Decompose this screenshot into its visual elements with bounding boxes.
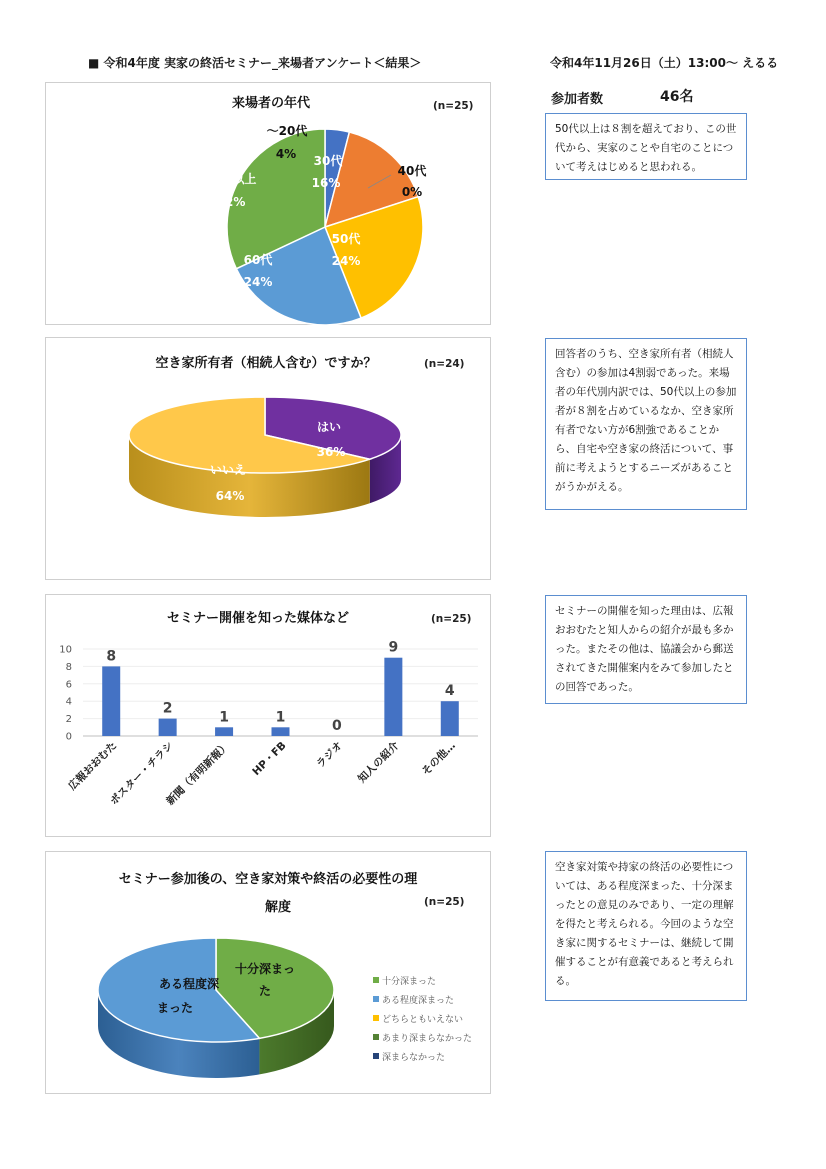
owner-chart-title: 空き家所有者（相続人含む）ですか？	[155, 356, 377, 371]
attendees-value: 46名	[660, 89, 694, 105]
slice-label-some-2: まった	[156, 1001, 194, 1015]
bar-6	[441, 701, 459, 736]
owner-chart-panel	[45, 337, 491, 580]
understanding-pie-slices	[98, 938, 334, 1078]
bar-value-4: 0	[332, 718, 342, 734]
y-tick-8: 8	[65, 661, 72, 673]
bar-value-5: 9	[388, 639, 399, 656]
event-info: 令和4年11月26日（土）13:00〜 えるる	[550, 56, 779, 70]
x-tick-4: ラジオ	[314, 739, 346, 771]
legend-swatch-4	[373, 1053, 379, 1059]
slice-pct-40s: 0%	[401, 185, 423, 199]
slice-pct-70s: 32%	[216, 195, 246, 209]
bar-2	[215, 727, 233, 736]
media-bar-chart	[46, 595, 492, 838]
x-tick-3: HP・FB	[250, 739, 289, 778]
understanding-chart-title-2: 解度	[264, 900, 292, 915]
understanding-legend	[373, 975, 472, 1063]
understanding-chart-n: (n=25)	[424, 896, 465, 908]
x-tick-2: 新聞（有明新報）	[164, 739, 233, 808]
slice-label-40s: 40代	[397, 164, 427, 178]
owner-pie-chart	[46, 338, 492, 581]
media-chart-title: セミナー開催を知った媒体など	[166, 611, 350, 626]
attendees-label: 参加者数	[551, 92, 604, 107]
note-media: セミナーの開催を知った理由は、広報おおむたと知人からの紹介が最も多かった。またその他は、協議会から郵送されてきた開催案内をみて参加したとの回答であった。	[545, 595, 747, 704]
note-owner: 回答者のうち、空き家所有者（相続人含む）の参加は4割弱であった。来場者の年代別内訳では、50代以上の参加者が８割を占めているなか、空き家所有者でない方が6割強であることから、自宅や空き家の終活について、事前に考えようとするニーズがあることがうかがえる。	[545, 338, 747, 510]
legend-swatch-0	[373, 977, 379, 983]
bar-3	[272, 727, 290, 736]
bar-value-2: 1	[219, 709, 229, 726]
bar-0	[102, 666, 120, 736]
y-tick-4: 4	[65, 696, 72, 708]
slice-label-20s: ～20代	[266, 124, 308, 138]
slice-pct-50s: 24%	[331, 254, 361, 268]
y-tick-10: 10	[59, 644, 72, 656]
x-tick-0: 広報おおむた	[66, 739, 120, 793]
media-chart-panel	[45, 594, 491, 837]
x-tick-1: ポスター・チラシ	[107, 739, 176, 808]
legend-swatch-1	[373, 996, 379, 1002]
media-bars	[59, 640, 478, 808]
bar-value-3: 1	[275, 709, 286, 726]
y-tick-6: 6	[65, 679, 72, 691]
slice-label-30s: 30代	[313, 154, 343, 168]
x-tick-6: その他…	[419, 739, 458, 778]
slice-label-full-1: 十分深まっ	[234, 962, 296, 976]
legend-label-4: 深まらなかった	[382, 1053, 446, 1063]
page-title: ■ 令和4年度 実家の終活セミナー_来場者アンケート＜結果＞	[88, 56, 422, 70]
slice-label-60s: 60代	[243, 253, 273, 267]
slice-pct-30s: 16%	[311, 176, 341, 190]
legend-swatch-3	[373, 1034, 379, 1040]
owner-chart-n: (n=24)	[424, 358, 465, 370]
slice-label-70s: 70代以上	[203, 172, 257, 186]
legend-label-3: あまり深まらなかった	[382, 1034, 473, 1044]
understanding-chart-title-1: セミナー参加後の、空き家対策や終活の必要性の理	[118, 872, 418, 887]
note-age: 50代以上は８割を超えており、この世代から、実家のことや自宅のことについて考えはじめると思われる。	[545, 113, 747, 180]
age-pie-chart	[46, 83, 492, 326]
bar-value-0: 8	[106, 648, 117, 665]
legend-label-1: ある程度深まった	[382, 996, 455, 1006]
slice-pct-20s: 4%	[275, 147, 297, 161]
y-tick-2: 2	[65, 714, 72, 726]
bar-5	[384, 658, 402, 736]
age-chart-panel	[45, 82, 491, 325]
slice-pct-60s: 24%	[243, 275, 273, 289]
bar-1	[159, 719, 177, 736]
slice-label-50s: 50代	[331, 232, 361, 246]
understanding-chart-panel	[45, 851, 491, 1094]
legend-swatch-2	[373, 1015, 379, 1021]
x-tick-5: 知人の紹介	[355, 739, 402, 786]
owner-pie-slices	[129, 397, 401, 517]
slice-pct-no: 64%	[215, 489, 245, 503]
slice-label-no: いいえ	[209, 463, 247, 477]
age-chart-n: (n=25)	[433, 100, 474, 112]
age-chart-title: 来場者の年代	[231, 96, 311, 111]
media-chart-n: (n=25)	[431, 613, 472, 625]
slice-label-full-2: た	[258, 984, 272, 998]
y-tick-0: 0	[65, 731, 72, 743]
note-understanding: 空き家対策や持家の終活の必要性については、ある程度深まった、十分深まったとの意見のみであり、一定の理解を得たと考えられる。今回のような空き家に関するセミナーは、継続して開催することが有意義であると考えられる。	[545, 851, 747, 1001]
bar-value-6: 4	[444, 683, 455, 700]
legend-label-0: 十分深まった	[382, 977, 437, 987]
legend-label-2: どちらともいえない	[382, 1015, 464, 1025]
bar-value-1: 2	[162, 700, 173, 717]
slice-pct-yes: 36%	[316, 445, 346, 459]
understanding-pie-chart	[46, 852, 492, 1095]
slice-label-yes: はい	[316, 420, 342, 434]
slice-label-some-1: ある程度深	[158, 977, 220, 991]
